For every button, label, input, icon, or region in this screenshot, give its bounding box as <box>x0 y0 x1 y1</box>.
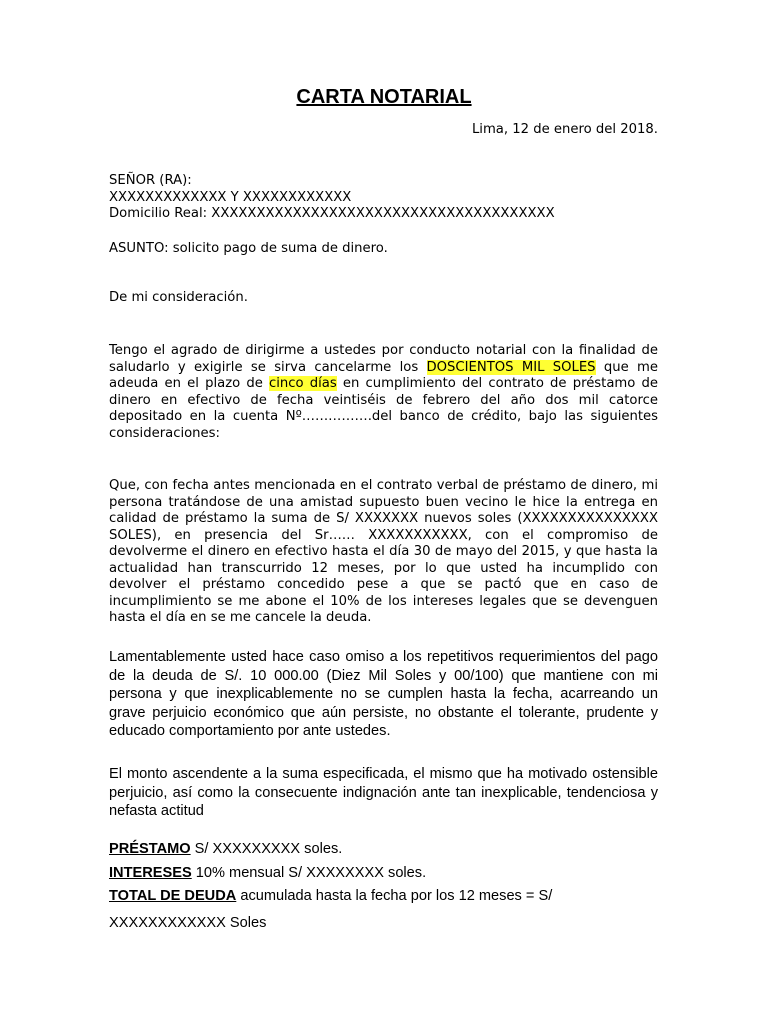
recipient-block <box>109 173 658 223</box>
interest-value: 10% mensual S/ XXXXXXXX soles. <box>191 864 427 881</box>
document-title: CARTA NOTARIAL <box>296 86 472 108</box>
paragraph-2: Que, con fecha antes mencionada en el contrato verbal de préstamo de dinero, mi persona tratándose de una amistad supuesto buen vecino le hice la entrega en calidad de préstamo la suma de S/ XXXXXXX nuevos soles (XXXXXXXXXXXXXXX SOLES), en presencia del Sr…… XXXXXXXXXXX, con el compromiso de devolverme el dinero en efectivo hasta el día 30 de mayo del 2015, y que hasta la actualidad han transcurrido 12 meses, por lo que usted ha incumplido con devolver el préstamo concedido pese a que se pactó que en caso de incumplimiento se me abone el 10% de los intereses legales que se devenguen hasta el día en se me cancele la deuda. <box>109 478 658 625</box>
subject-line: ASUNTO: solicito pago de suma de dinero. <box>109 241 388 256</box>
loan-line <box>109 840 658 859</box>
recipient-address: Domicilio Real: XXXXXXXXXXXXXXXXXXXXXXXXXXXXXXXXXXXXXX <box>109 206 555 221</box>
date-line: Lima, 12 de enero del 2018. <box>471 122 658 137</box>
total-label: TOTAL DE DEUDA <box>109 888 237 905</box>
interest-label: INTERESES <box>109 864 192 881</box>
highlight-term: cinco días <box>268 376 337 391</box>
greeting-line: De mi consideración. <box>109 290 248 305</box>
paragraph-3: Lamentablemente usted hace caso omiso a los repetitivos requerimientos del pago de la deuda de S/. 10 000.00 (Diez Mil Soles y 00/100) que mantiene con mi persona y que inexplicablemente no se cumplen hasta la fecha, acarreando un grave perjuicio económico que aún persiste, no obstante el tolerante, prudente y educado comportamiento por ante ustedes. <box>109 649 658 740</box>
paragraph-1-part-c: en cumplimiento del contrato de préstamo de dinero en efectivo de fecha veintiséis de febrero del año dos mil catorce depositado en la cuenta Nº…………….del banco de crédito, bajo las siguientes consideraciones: <box>109 376 658 441</box>
debt-summary <box>109 840 658 932</box>
paragraph-1-part-a: Tengo el agrado de dirigirme a ustedes por conducto notarial con la finalidad de saludarlo y exigirle se sirva cancelarme los <box>109 343 658 375</box>
total-value: acumulada hasta la fecha por los 12 meses = S/ <box>236 888 553 905</box>
total-amount: XXXXXXXXXXXX Soles <box>109 914 267 931</box>
loan-label: PRÉSTAMO <box>109 841 191 857</box>
recipient-names: XXXXXXXXXXXXX Y XXXXXXXXXXXX <box>109 189 352 205</box>
recipient-label: SEÑOR (RA): <box>109 173 192 188</box>
paragraph-1 <box>109 343 658 442</box>
paragraph-4: El monto ascendente a la suma especificada, el mismo que ha motivado ostensible perjuicio, así como la consecuente indignación ante tan inexplicable, tendenciosa y nefasta actitud <box>109 766 658 820</box>
total-line <box>109 887 658 906</box>
loan-value: S/ XXXXXXXXX soles. <box>190 841 343 857</box>
paragraph-1-part-b: que me adeuda en el plazo de <box>109 359 658 391</box>
highlight-amount: DOSCIENTOS MIL SOLES <box>426 359 596 375</box>
interest-line <box>109 864 658 883</box>
